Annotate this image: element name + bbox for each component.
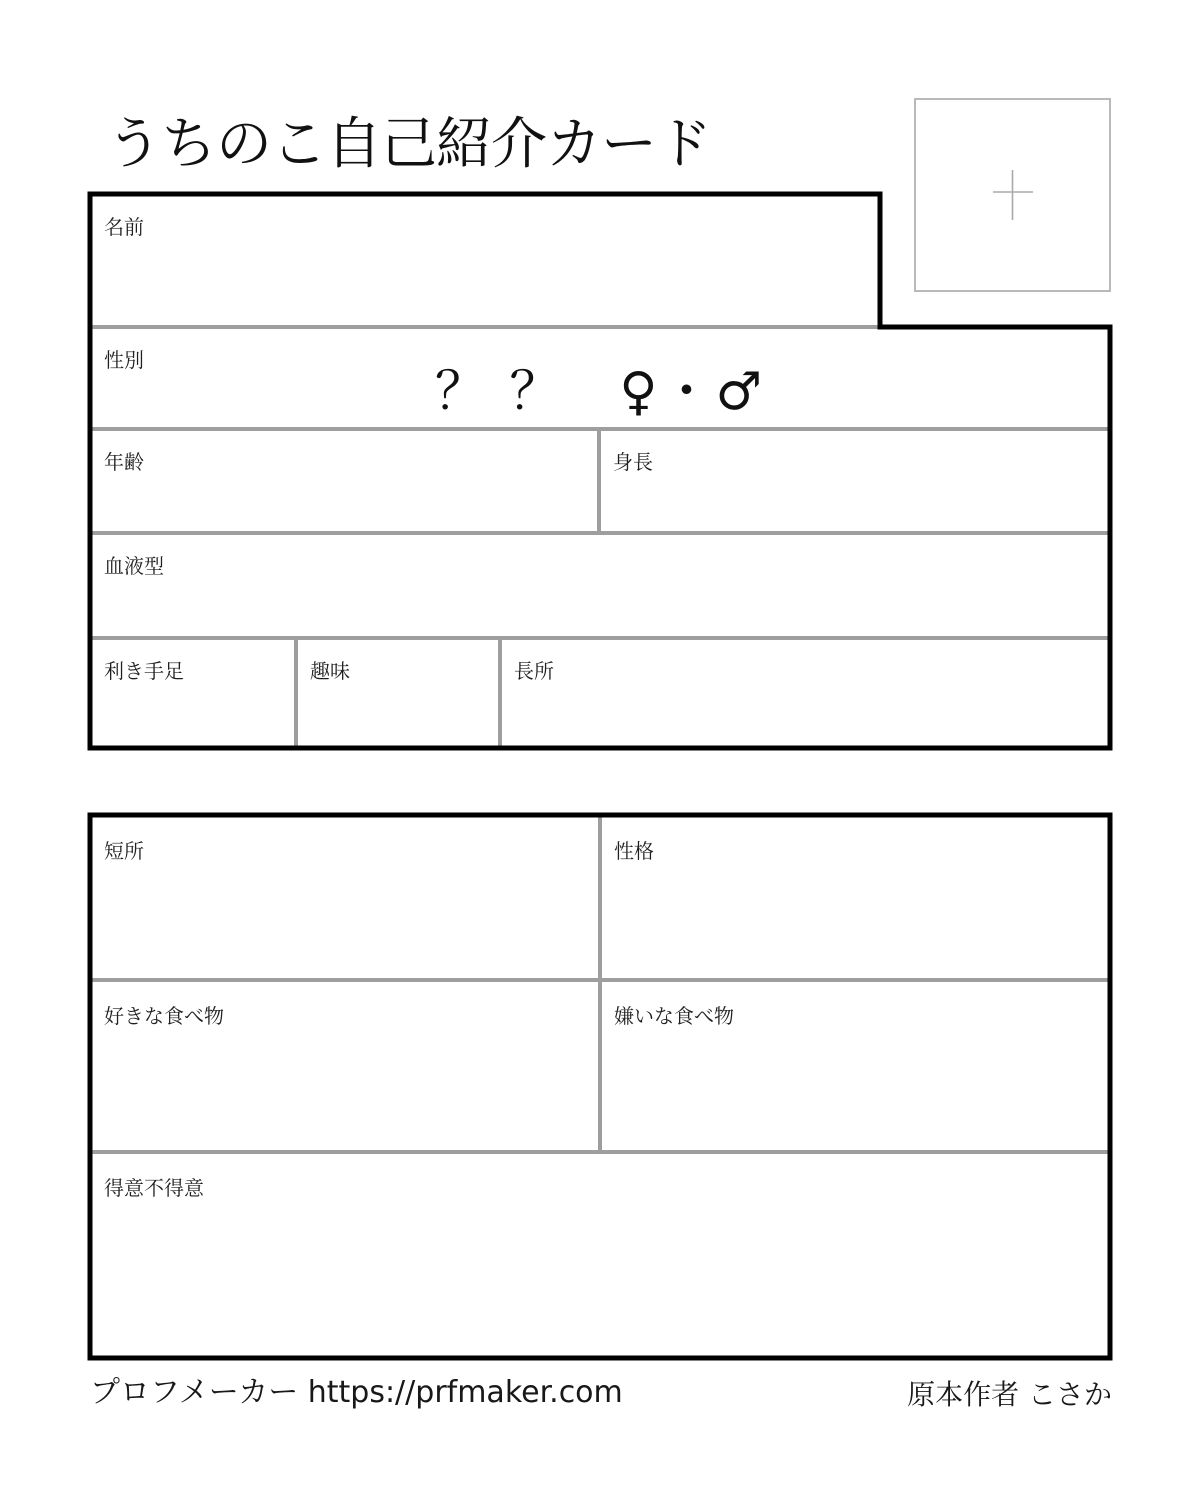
height-label: 身長 xyxy=(613,450,653,474)
good-and-bad-at-label: 得意不得意 xyxy=(104,1176,204,1200)
personality-label: 性格 xyxy=(614,839,654,863)
dominant-hand-foot-label: 利き手足 xyxy=(104,659,184,683)
disliked-food-label: 嫌いな食べ物 xyxy=(614,1004,734,1028)
author-credit: 原本作者 こさか xyxy=(907,1378,1112,1411)
weak-points-field[interactable] xyxy=(90,815,600,980)
good-and-bad-at-field[interactable] xyxy=(90,1152,1110,1358)
plus-icon xyxy=(991,168,1035,222)
blood-type-label: 血液型 xyxy=(104,554,164,578)
dominant-hand-foot-field[interactable] xyxy=(90,638,296,748)
favorite-food-field[interactable] xyxy=(90,980,600,1152)
site-credit: プロフメーカー https://prfmaker.com xyxy=(90,1375,623,1410)
strong-points-field[interactable] xyxy=(500,638,1110,748)
age-field[interactable] xyxy=(90,429,599,533)
strong-points-label: 長所 xyxy=(514,659,554,683)
hobby-field[interactable] xyxy=(296,638,500,748)
hobby-label: 趣味 xyxy=(310,659,350,683)
disliked-food-field[interactable] xyxy=(600,980,1110,1152)
gender-label: 性別 xyxy=(104,348,144,372)
favorite-food-label: 好きな食べ物 xyxy=(104,1004,224,1028)
weak-points-label: 短所 xyxy=(104,839,144,863)
name-label: 名前 xyxy=(104,215,144,239)
gender-value[interactable]: ？ ？ ♀・♂ xyxy=(434,362,766,422)
name-field[interactable] xyxy=(90,194,880,327)
height-field[interactable] xyxy=(599,429,1110,533)
page-title: うちのこ自己紹介カード xyxy=(106,112,711,177)
age-label: 年齢 xyxy=(104,450,144,474)
blood-type-field[interactable] xyxy=(90,533,1110,638)
photo-upload-box[interactable] xyxy=(914,98,1111,292)
personality-field[interactable] xyxy=(600,815,1110,980)
gender-field[interactable] xyxy=(90,327,1110,429)
